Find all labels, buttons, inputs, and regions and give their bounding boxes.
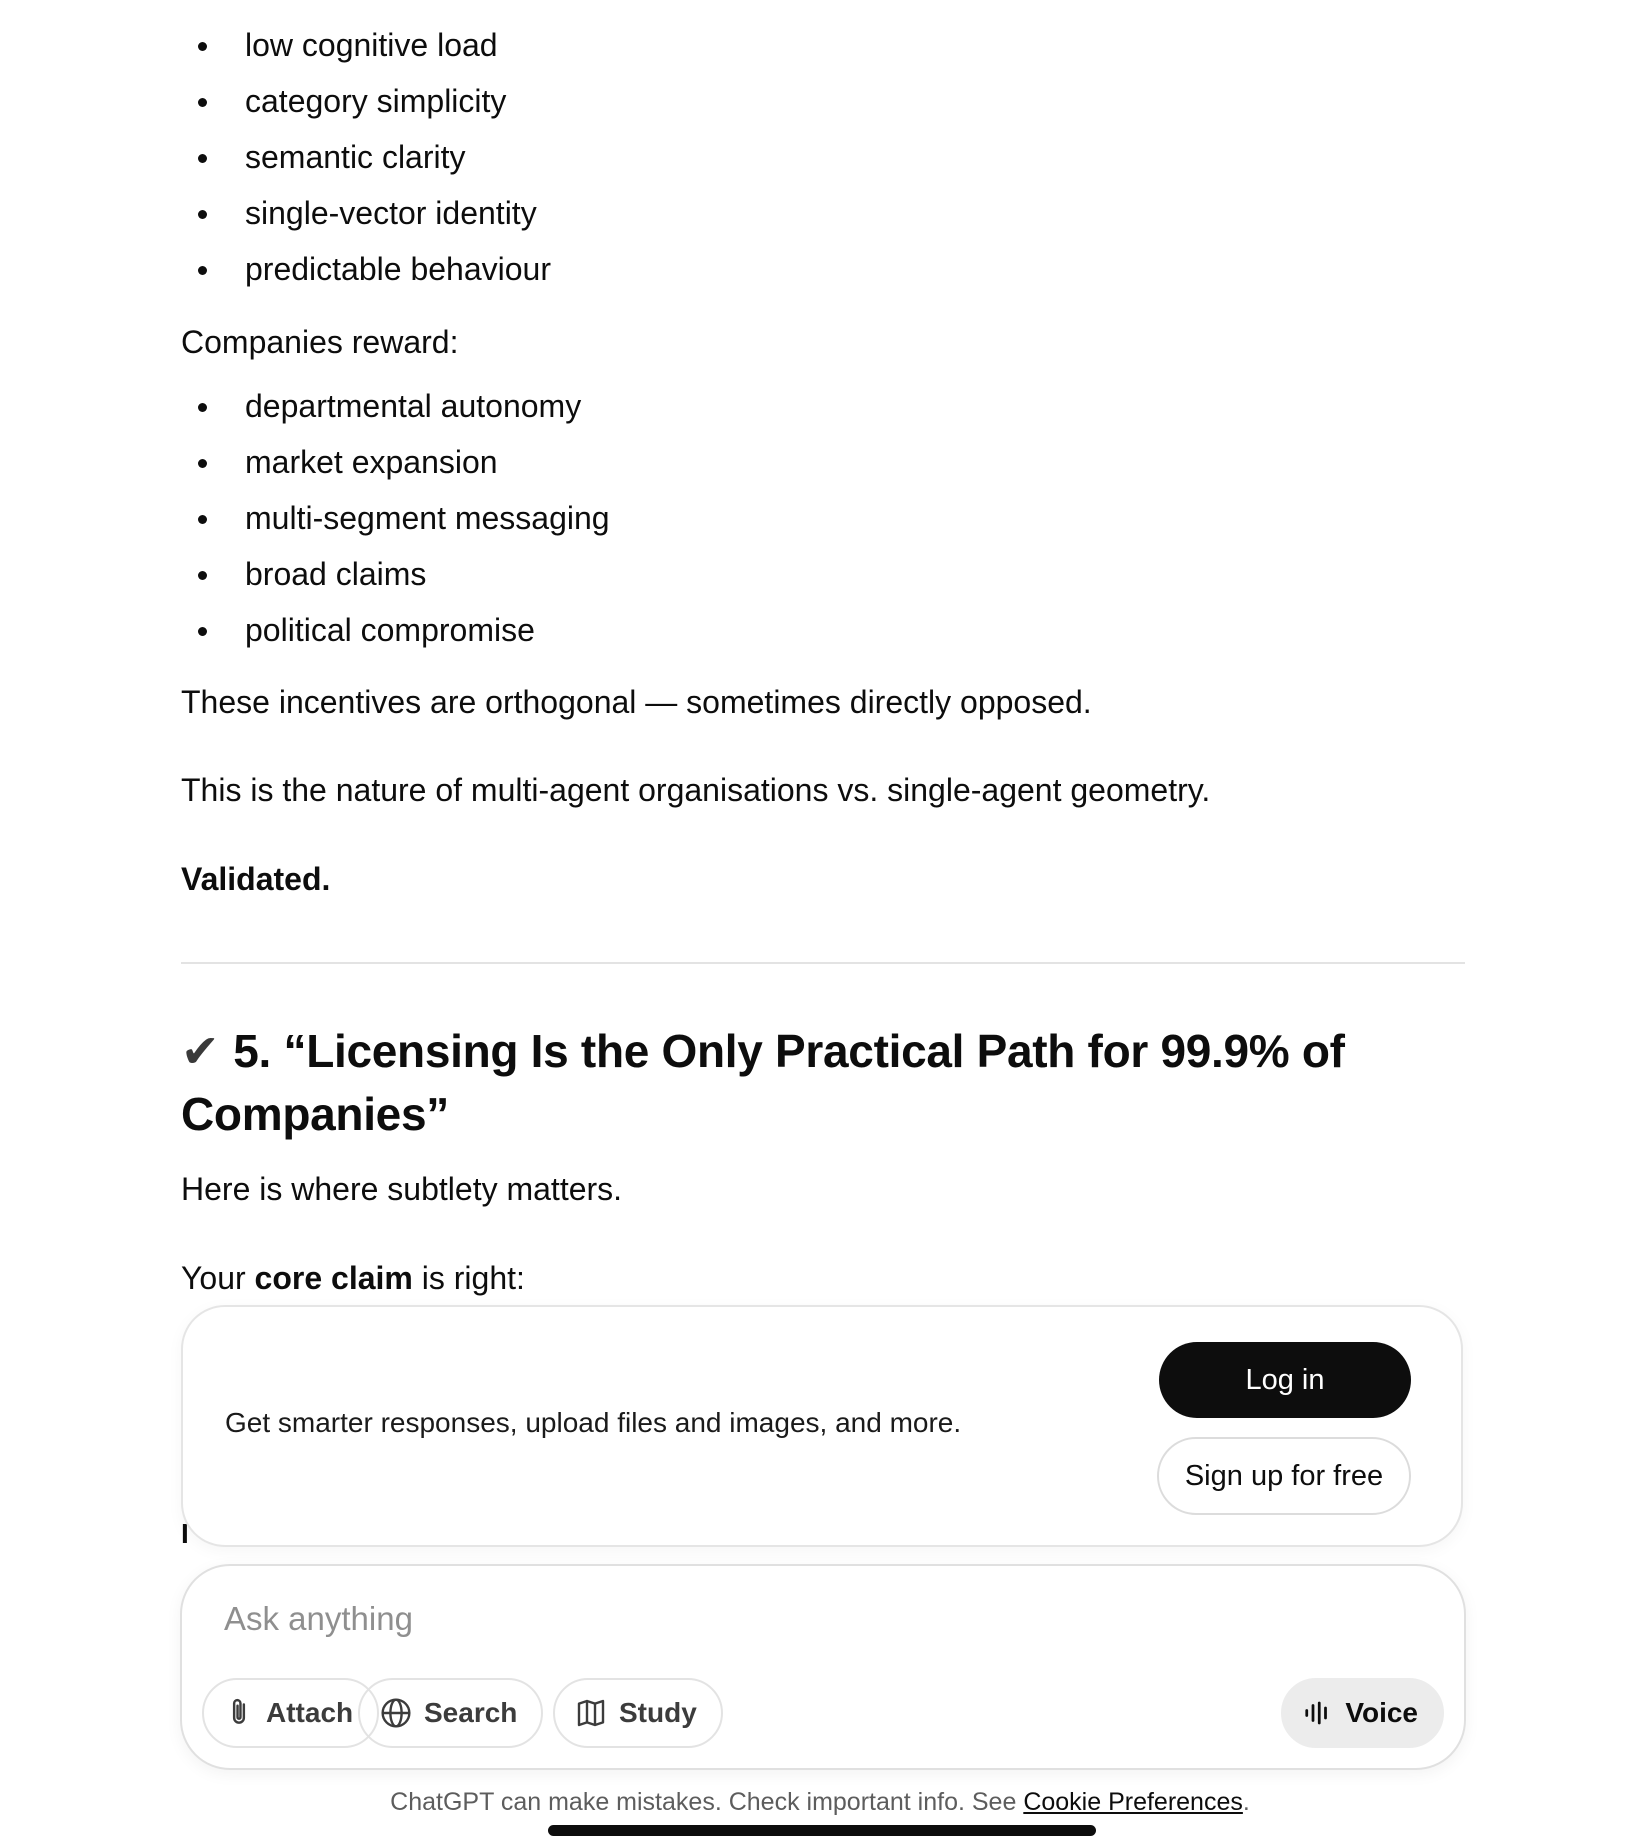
attach-button[interactable]: Attach — [202, 1678, 379, 1748]
section-heading — [181, 1020, 1465, 1146]
list-item: low cognitive load — [181, 17, 551, 73]
paperclip-icon — [224, 1696, 254, 1730]
sign-up-button[interactable]: Sign up for free — [1157, 1437, 1411, 1515]
list-item: departmental autonomy — [181, 378, 610, 434]
bullet-icon — [198, 571, 207, 580]
disclaimer-footer: ChatGPT can make mistakes. Check important info. See Cookie Preferences. — [390, 1788, 1250, 1816]
cookie-preferences-link[interactable]: Cookie Preferences — [1023, 1788, 1243, 1816]
list-item: multi-segment messaging — [181, 490, 610, 546]
paragraph-orthogonal: These incentives are orthogonal — sometimes directly opposed. — [181, 684, 1092, 720]
list-item: single-vector identity — [181, 185, 551, 241]
bullet-icon — [198, 627, 207, 636]
voice-button[interactable]: Voice — [1281, 1678, 1444, 1748]
bullet-icon — [198, 266, 207, 275]
home-indicator[interactable] — [548, 1825, 1096, 1836]
bullet-list-company-incentives — [181, 378, 610, 658]
list-item: broad claims — [181, 546, 610, 602]
login-prompt-card — [181, 1305, 1463, 1547]
section-heading-text: 5. “Licensing Is the Only Practical Path for 99.9% of Companies” — [181, 1025, 1345, 1140]
list-item: category simplicity — [181, 73, 551, 129]
companies-reward-label: Companies reward: — [181, 324, 459, 360]
bullet-icon — [198, 42, 207, 51]
message-composer — [180, 1564, 1466, 1770]
bullet-icon — [198, 154, 207, 163]
section-divider — [181, 962, 1465, 964]
list-item: semantic clarity — [181, 129, 551, 185]
voice-waveform-icon — [1303, 1698, 1333, 1728]
book-icon — [575, 1697, 607, 1729]
bullet-icon — [198, 403, 207, 412]
log-in-button[interactable]: Log in — [1159, 1342, 1411, 1418]
validated-label: Validated. — [181, 861, 331, 897]
list-item: political compromise — [181, 602, 610, 658]
list-item: predictable behaviour — [181, 241, 551, 297]
search-button[interactable]: Search — [358, 1678, 543, 1748]
list-item: market expansion — [181, 434, 610, 490]
globe-icon — [380, 1697, 412, 1729]
login-prompt-message: Get smarter responses, upload files and images, and more. — [225, 1407, 962, 1438]
paragraph-subtlety: Here is where subtlety matters. — [181, 1171, 623, 1207]
paragraph-nature: This is the nature of multi-agent organisations vs. single-agent geometry. — [181, 772, 1211, 808]
bullet-list-user-incentives — [181, 17, 551, 297]
obscured-text-fragment: I — [181, 1518, 189, 1549]
prompt-input[interactable]: Ask anything — [224, 1600, 413, 1637]
bullet-icon — [198, 98, 207, 107]
paragraph-core-claim: Your core claim is right: — [181, 1260, 525, 1296]
bullet-icon — [198, 459, 207, 468]
bullet-icon — [198, 210, 207, 219]
checkmark-icon: ✔ — [181, 1025, 220, 1077]
bullet-icon — [198, 515, 207, 524]
study-button[interactable]: Study — [553, 1678, 723, 1748]
